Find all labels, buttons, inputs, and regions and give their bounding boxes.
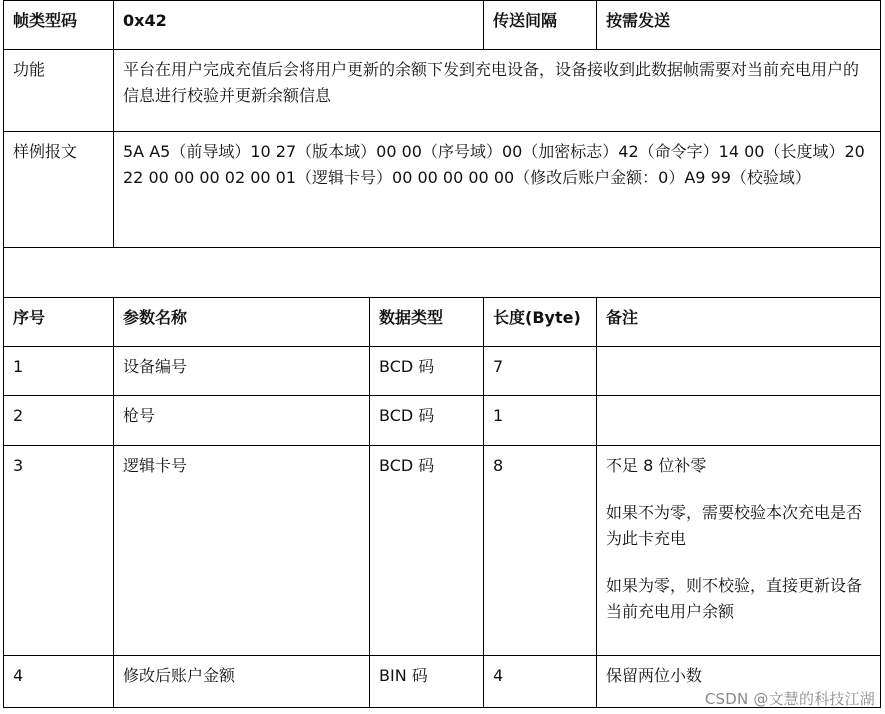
sample-label: 样例报文 bbox=[4, 132, 114, 248]
row-seq: 3 bbox=[4, 446, 114, 656]
header-data-type: 数据类型 bbox=[370, 298, 484, 347]
param-header-row bbox=[4, 298, 881, 347]
sample-row bbox=[4, 132, 881, 248]
row-data-type: BIN 码 bbox=[370, 656, 484, 708]
spacer-row bbox=[4, 248, 881, 298]
note-line: 不足 8 位补零 bbox=[606, 456, 707, 475]
frame-header-row bbox=[4, 1, 881, 50]
sample-text: 5A A5（前导域）10 27（版本域）00 00（序号域）00（加密标志）42（命令字）14 00（长度域）20 22 00 00 00 02 00 01（逻辑卡号）00 00 00 00 00（修改后账户金额：0）A9 99（校验域） bbox=[114, 132, 881, 248]
function-text: 平台在用户完成充值后会将用户更新的余额下发到充电设备，设备接收到此数据帧需要对当前充电用户的信息进行校验并更新余额信息 bbox=[114, 50, 881, 132]
row-data-type: BCD 码 bbox=[370, 446, 484, 656]
row-seq: 1 bbox=[4, 347, 114, 396]
header-seq: 序号 bbox=[4, 298, 114, 347]
function-label: 功能 bbox=[4, 50, 114, 132]
row-data-type: BCD 码 bbox=[370, 396, 484, 446]
header-param-name: 参数名称 bbox=[114, 298, 370, 347]
row-notes bbox=[597, 347, 881, 396]
transfer-interval-value: 按需发送 bbox=[597, 1, 881, 50]
row-data-type: BCD 码 bbox=[370, 347, 484, 396]
table-row bbox=[4, 347, 881, 396]
frame-type-code: 0x42 bbox=[114, 1, 484, 50]
row-length: 1 bbox=[484, 396, 597, 446]
row-length: 7 bbox=[484, 347, 597, 396]
header-length: 长度(Byte) bbox=[484, 298, 597, 347]
table-row bbox=[4, 446, 881, 656]
header-notes: 备注 bbox=[597, 298, 881, 347]
row-param-name: 枪号 bbox=[114, 396, 370, 446]
function-row bbox=[4, 50, 881, 132]
csdn-watermark: CSDN @文慧的科技江湖 bbox=[704, 690, 875, 708]
frame-spec-table bbox=[3, 0, 881, 708]
row-param-name: 逻辑卡号 bbox=[114, 446, 370, 656]
row-length: 8 bbox=[484, 446, 597, 656]
row-notes bbox=[597, 446, 881, 656]
row-seq: 4 bbox=[4, 656, 114, 708]
table-row bbox=[4, 396, 881, 446]
note-line: 如果不为零，需要校验本次充电是否为此卡充电 bbox=[606, 503, 863, 548]
frame-type-label: 帧类型码 bbox=[4, 1, 114, 50]
row-length: 4 bbox=[484, 656, 597, 708]
row-seq: 2 bbox=[4, 396, 114, 446]
row-param-name: 修改后账户金额 bbox=[114, 656, 370, 708]
transfer-interval-label: 传送间隔 bbox=[484, 1, 597, 50]
spacer-cell bbox=[4, 248, 881, 298]
row-notes bbox=[597, 396, 881, 446]
row-param-name: 设备编号 bbox=[114, 347, 370, 396]
note-line: 保留两位小数 bbox=[606, 666, 703, 685]
note-line: 如果为零，则不校验，直接更新设备当前充电用户余额 bbox=[606, 576, 863, 621]
